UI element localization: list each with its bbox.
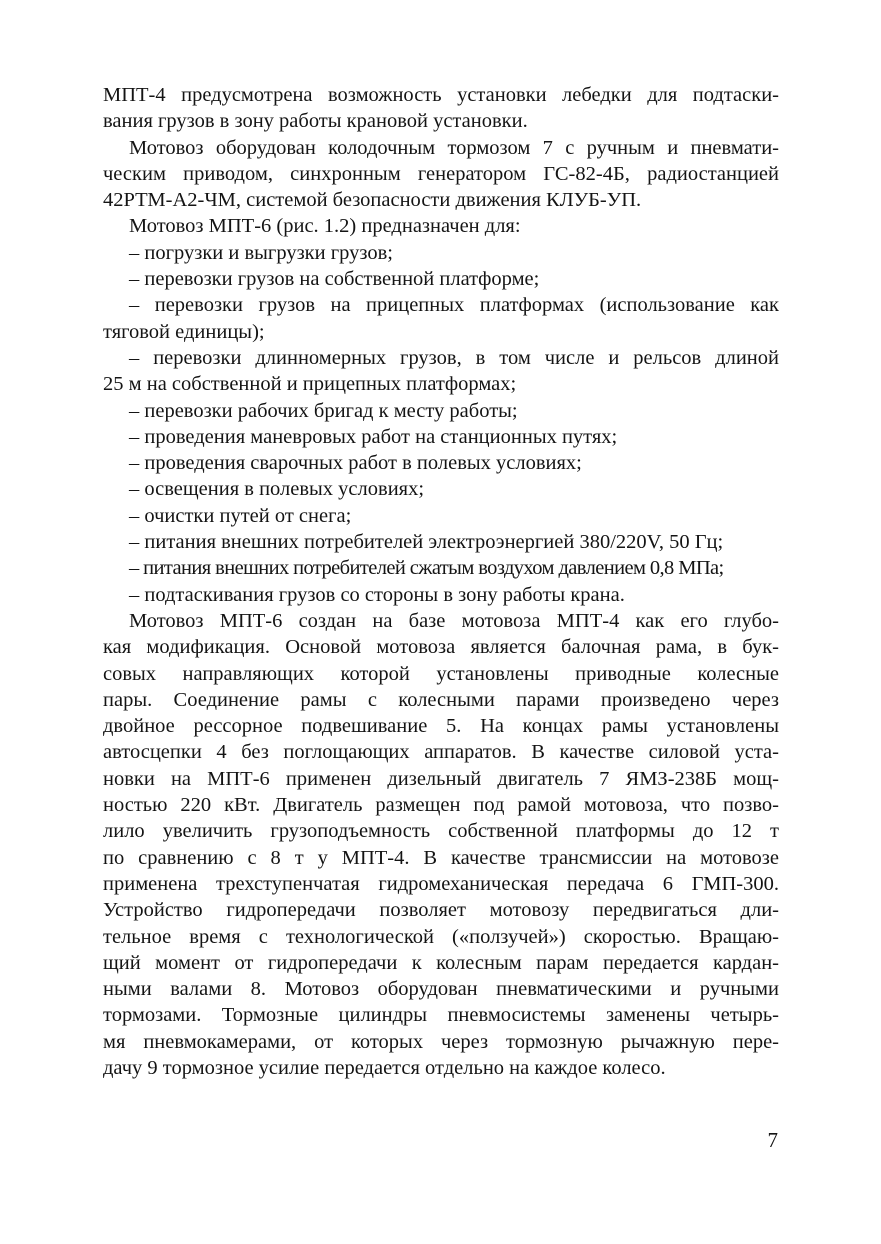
list-item: – очистки путей от снега; bbox=[129, 504, 352, 527]
list-item: – питания внешних потребителей электроэнергией 380/220V, 50 Гц; bbox=[129, 531, 724, 554]
text-line: новки на МПТ-6 применен дизельный двигатель 7 ЯМЗ-238Б мощ- bbox=[103, 767, 779, 790]
list-item: – питания внешних потребителей сжатым воздухом давлением 0,8 МПа; bbox=[129, 557, 724, 580]
list-item: – освещения в полевых условиях; bbox=[129, 478, 425, 501]
text-line: Устройство гидропередачи позволяет мотовозу передвигаться дли- bbox=[103, 899, 779, 922]
list-item: – перевозки длинномерных грузов, в том числе и рельсов длиной bbox=[129, 346, 779, 369]
text-line: Мотовоз МПТ-6 (рис. 1.2) предназначен для: bbox=[129, 215, 521, 238]
list-item-continuation: тяговой единицы); bbox=[103, 320, 265, 343]
list-item: – перевозки грузов на собственной платформе; bbox=[129, 268, 540, 291]
page-number: 7 bbox=[767, 1128, 778, 1152]
list-item: – перевозки грузов на прицепных платформах (использование как bbox=[129, 294, 779, 317]
list-item: – проведения маневровых работ на станционных путях; bbox=[129, 425, 618, 448]
text-line: лило увеличить грузоподъемность собственной платформы до 12 т bbox=[103, 820, 779, 843]
text-line: применена трехступенчатая гидромеханическая передача 6 ГМП-300. bbox=[103, 872, 779, 895]
text-line: совых направляющих которой установлены приводные колесные bbox=[103, 662, 779, 685]
text-line: тормозами. Тормозные цилиндры пневмосистемы заменены четырь- bbox=[103, 1004, 779, 1027]
page-text bbox=[103, 82, 779, 1081]
text-line: ностью 220 кВт. Двигатель размещен под рамой мотовоза, что позво- bbox=[103, 794, 779, 817]
text-line: мя пневмокамерами, от которых через тормозную рычажную пере- bbox=[103, 1030, 779, 1053]
list-item: – перевозки рабочих бригад к месту работы; bbox=[129, 399, 518, 422]
list-item: – проведения сварочных работ в полевых условиях; bbox=[129, 452, 582, 475]
text-line: Мотовоз оборудован колодочным тормозом 7 с ручным и пневмати- bbox=[129, 136, 779, 159]
text-line: пары. Соединение рамы с колесными парами произведено через bbox=[103, 688, 779, 711]
text-line: тельное время с технологической («ползучей») скоростью. Вращаю- bbox=[103, 925, 779, 948]
text-line: ческим приводом, синхронным генератором ГС-82-4Б, радиостанцией bbox=[103, 162, 779, 185]
text-line: МПТ-4 предусмотрена возможность установки лебедки для подтаски- bbox=[103, 84, 779, 106]
text-line: вания грузов в зону работы крановой установки. bbox=[103, 110, 528, 133]
text-line: дачу 9 тормозное усилие передается отдельно на каждое колесо. bbox=[103, 1056, 666, 1079]
text-line: ными валами 8. Мотовоз оборудован пневматическими и ручными bbox=[103, 978, 779, 1001]
text-line: Мотовоз МПТ-6 создан на базе мотовоза МПТ-4 как его глубо- bbox=[129, 609, 779, 632]
text-line: 42РТМ-А2-ЧМ, системой безопасности движения КЛУБ-УП. bbox=[103, 189, 642, 212]
text-line: щий момент от гидропередачи к колесным парам передается кардан- bbox=[103, 951, 779, 974]
list-item: – подтаскивания грузов со стороны в зону работы крана. bbox=[129, 583, 625, 606]
text-line: кая модификация. Основой мотовоза является балочная рама, в бук- bbox=[103, 636, 779, 659]
list-item-continuation: 25 м на собственной и прицепных платформах; bbox=[103, 373, 517, 396]
list-item: – погрузки и выгрузки грузов; bbox=[129, 241, 393, 264]
text-line: по сравнению с 8 т у МПТ-4. В качестве трансмиссии на мотовозе bbox=[103, 846, 779, 869]
text-line: двойное рессорное подвешивание 5. На концах рамы установлены bbox=[103, 715, 779, 738]
text-line: автосцепки 4 без поглощающих аппаратов. В качестве силовой уста- bbox=[103, 741, 779, 764]
